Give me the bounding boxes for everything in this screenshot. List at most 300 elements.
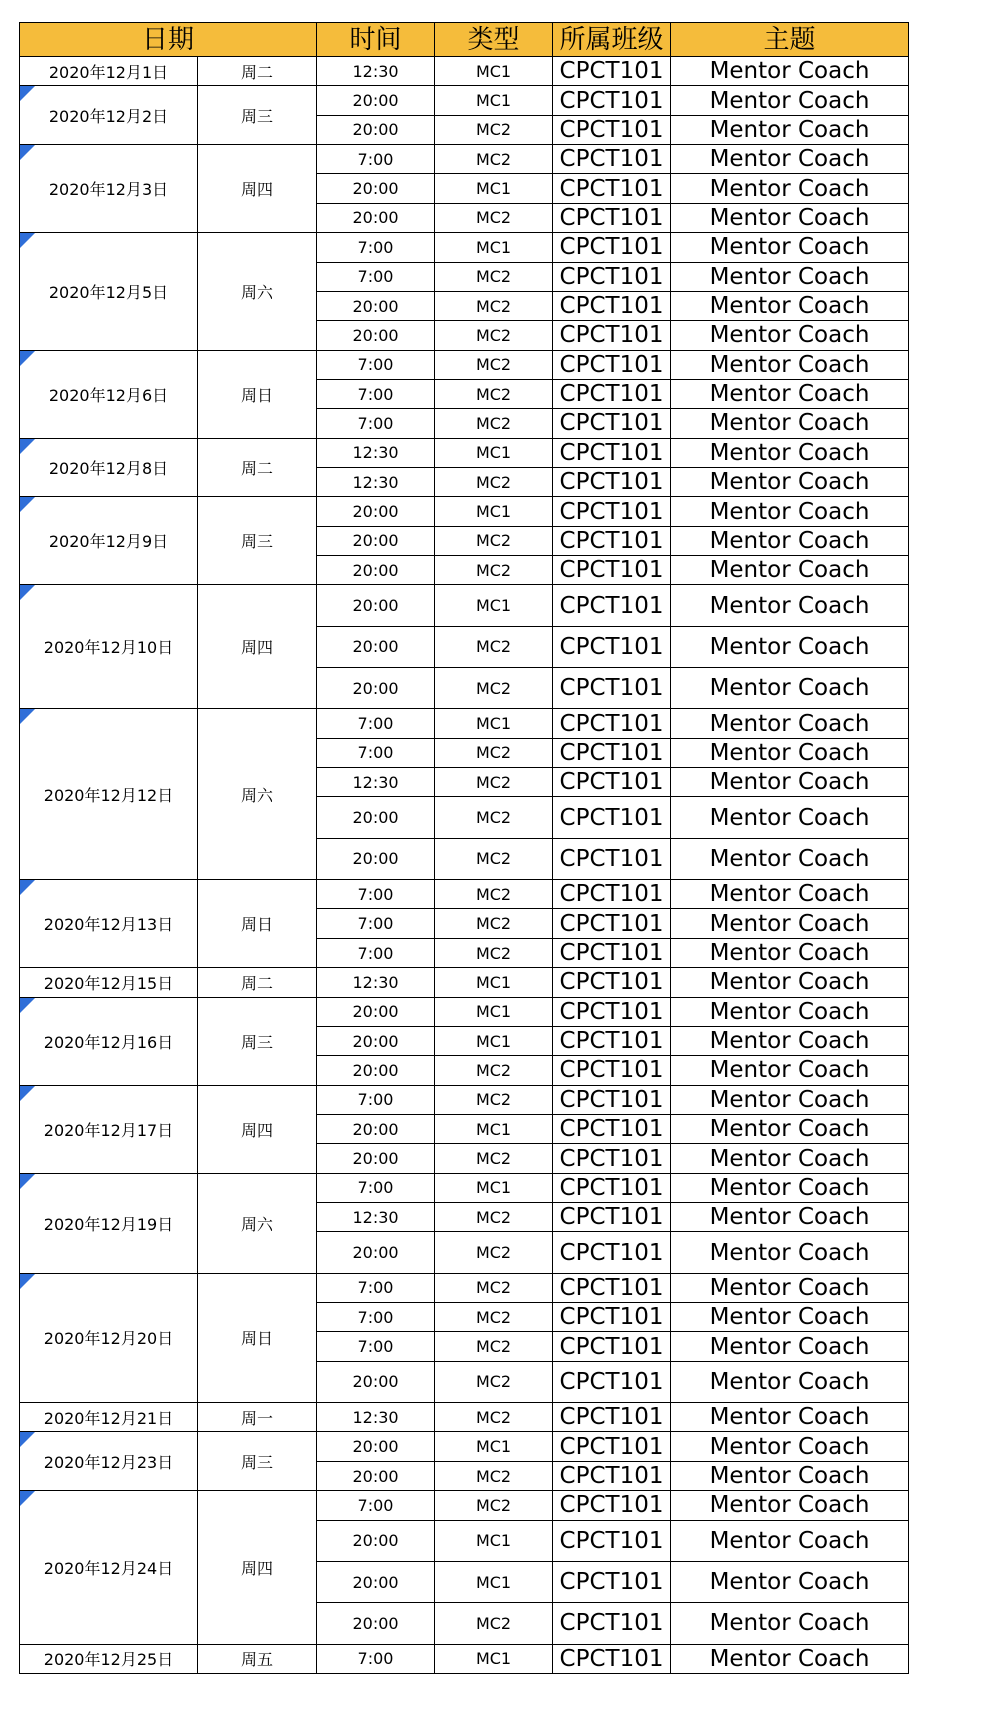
table-row [20, 997, 909, 1026]
class-cell: CPCT101 [553, 409, 671, 438]
table-row [20, 585, 909, 626]
topic-cell: Mentor Coach [671, 968, 909, 997]
date-cell [20, 1173, 198, 1273]
time-cell: 7:00 [317, 1332, 435, 1361]
class-cell: CPCT101 [553, 1561, 671, 1602]
topic-cell: Mentor Coach [671, 468, 909, 497]
class-cell: CPCT101 [553, 1203, 671, 1232]
topic-cell: Mentor Coach [671, 1273, 909, 1302]
time-cell: 20:00 [317, 86, 435, 115]
table-row [20, 1644, 909, 1674]
date-cell [20, 57, 198, 86]
header-type: 类型 [435, 23, 553, 57]
time-cell: 20:00 [317, 797, 435, 838]
time-cell: 20:00 [317, 838, 435, 879]
topic-cell: Mentor Coach [671, 262, 909, 291]
class-cell: CPCT101 [553, 203, 671, 232]
comment-marker-icon [20, 351, 35, 366]
topic-cell: Mentor Coach [671, 1203, 909, 1232]
class-cell: CPCT101 [553, 291, 671, 320]
weekday-cell: 周六 [198, 1173, 317, 1273]
comment-marker-icon [20, 439, 35, 454]
type-cell: MC2 [435, 1491, 553, 1520]
class-cell: CPCT101 [553, 626, 671, 667]
class-cell: CPCT101 [553, 233, 671, 262]
topic-cell: Mentor Coach [671, 497, 909, 526]
type-cell: MC1 [435, 1432, 553, 1461]
weekday-cell: 周日 [198, 350, 317, 438]
weekday-cell: 周日 [198, 880, 317, 968]
weekday-cell: 周二 [198, 438, 317, 497]
time-cell: 20:00 [317, 1144, 435, 1173]
class-cell: CPCT101 [553, 1173, 671, 1202]
type-cell: MC2 [435, 350, 553, 379]
topic-cell: Mentor Coach [671, 1303, 909, 1332]
time-cell: 12:30 [317, 768, 435, 797]
type-cell: MC2 [435, 909, 553, 938]
comment-marker-icon [20, 1086, 35, 1101]
table-row [20, 57, 909, 86]
topic-cell: Mentor Coach [671, 174, 909, 203]
comment-marker-icon [20, 1174, 35, 1189]
weekday-cell: 周三 [198, 997, 317, 1085]
date-text: 2020年12月25日 [43, 1650, 174, 1670]
class-cell: CPCT101 [553, 838, 671, 879]
type-cell: MC2 [435, 115, 553, 144]
type-cell: MC2 [435, 626, 553, 667]
date-cell [20, 233, 198, 350]
topic-cell: Mentor Coach [671, 1603, 909, 1644]
type-cell: MC1 [435, 585, 553, 626]
class-cell: CPCT101 [553, 86, 671, 115]
topic-cell: Mentor Coach [671, 938, 909, 967]
time-cell: 20:00 [317, 585, 435, 626]
topic-cell: Mentor Coach [671, 838, 909, 879]
weekday-cell: 周二 [198, 968, 317, 997]
class-cell: CPCT101 [553, 938, 671, 967]
time-cell: 20:00 [317, 115, 435, 144]
topic-cell: Mentor Coach [671, 145, 909, 174]
header-topic: 主题 [671, 23, 909, 57]
type-cell: MC2 [435, 797, 553, 838]
time-cell: 20:00 [317, 1361, 435, 1402]
time-cell: 7:00 [317, 738, 435, 767]
type-cell: MC2 [435, 556, 553, 585]
topic-cell: Mentor Coach [671, 291, 909, 320]
type-cell: MC2 [435, 838, 553, 879]
type-cell: MC2 [435, 526, 553, 555]
type-cell: MC2 [435, 768, 553, 797]
topic-cell: Mentor Coach [671, 1491, 909, 1520]
type-cell: MC2 [435, 1273, 553, 1302]
date-cell [20, 438, 198, 497]
type-cell: MC2 [435, 1232, 553, 1273]
table-row [20, 86, 909, 115]
weekday-cell: 周四 [198, 145, 317, 233]
time-cell: 7:00 [317, 1303, 435, 1332]
date-text: 2020年12月3日 [48, 180, 169, 200]
time-cell: 20:00 [317, 1432, 435, 1461]
date-text: 2020年12月23日 [43, 1452, 174, 1472]
class-cell: CPCT101 [553, 1403, 671, 1432]
topic-cell: Mentor Coach [671, 738, 909, 767]
topic-cell: Mentor Coach [671, 1056, 909, 1085]
class-cell: CPCT101 [553, 1144, 671, 1173]
class-cell: CPCT101 [553, 668, 671, 709]
type-cell: MC2 [435, 145, 553, 174]
weekday-cell: 周日 [198, 1273, 317, 1402]
type-cell: MC2 [435, 1144, 553, 1173]
topic-cell: Mentor Coach [671, 668, 909, 709]
topic-cell: Mentor Coach [671, 909, 909, 938]
class-cell: CPCT101 [553, 1491, 671, 1520]
date-cell [20, 145, 198, 233]
time-cell: 7:00 [317, 379, 435, 408]
comment-marker-icon [20, 233, 35, 248]
weekday-cell: 周四 [198, 1085, 317, 1173]
class-cell: CPCT101 [553, 797, 671, 838]
date-text: 2020年12月15日 [43, 973, 174, 993]
date-cell [20, 585, 198, 709]
weekday-cell: 周三 [198, 86, 317, 145]
topic-cell: Mentor Coach [671, 1561, 909, 1602]
comment-marker-icon [20, 1491, 35, 1506]
time-cell: 7:00 [317, 262, 435, 291]
time-cell: 7:00 [317, 1491, 435, 1520]
class-cell: CPCT101 [553, 1432, 671, 1461]
table-row [20, 145, 909, 174]
time-cell: 20:00 [317, 668, 435, 709]
time-cell: 7:00 [317, 709, 435, 738]
time-cell: 20:00 [317, 1520, 435, 1561]
table-row [20, 497, 909, 526]
weekday-cell: 周四 [198, 585, 317, 709]
date-text: 2020年12月10日 [43, 638, 174, 658]
time-cell: 20:00 [317, 203, 435, 232]
type-cell: MC1 [435, 709, 553, 738]
topic-cell: Mentor Coach [671, 768, 909, 797]
header-date: 日期 [20, 23, 317, 57]
weekday-cell: 周三 [198, 497, 317, 585]
type-cell: MC2 [435, 1203, 553, 1232]
class-cell: CPCT101 [553, 174, 671, 203]
topic-cell: Mentor Coach [671, 709, 909, 738]
table-row [20, 968, 909, 997]
time-cell: 20:00 [317, 1603, 435, 1644]
date-text: 2020年12月21日 [43, 1408, 174, 1428]
class-cell: CPCT101 [553, 321, 671, 350]
table-row [20, 1173, 909, 1202]
class-cell: CPCT101 [553, 1461, 671, 1490]
topic-cell: Mentor Coach [671, 203, 909, 232]
class-cell: CPCT101 [553, 1232, 671, 1273]
time-cell: 20:00 [317, 997, 435, 1026]
class-cell: CPCT101 [553, 1273, 671, 1302]
topic-cell: Mentor Coach [671, 1144, 909, 1173]
class-cell: CPCT101 [553, 1056, 671, 1085]
class-cell: CPCT101 [553, 997, 671, 1026]
type-cell: MC1 [435, 968, 553, 997]
type-cell: MC2 [435, 938, 553, 967]
type-cell: MC2 [435, 1056, 553, 1085]
date-text: 2020年12月20日 [43, 1329, 174, 1349]
comment-marker-icon [20, 709, 35, 724]
header-class: 所属班级 [553, 23, 671, 57]
type-cell: MC1 [435, 438, 553, 467]
time-cell: 7:00 [317, 145, 435, 174]
time-cell: 7:00 [317, 1644, 435, 1674]
type-cell: MC1 [435, 1026, 553, 1055]
time-cell: 7:00 [317, 909, 435, 938]
comment-marker-icon [20, 1432, 35, 1447]
weekday-cell: 周五 [198, 1644, 317, 1674]
date-cell [20, 497, 198, 585]
topic-cell: Mentor Coach [671, 526, 909, 555]
class-cell: CPCT101 [553, 1026, 671, 1055]
class-cell: CPCT101 [553, 57, 671, 86]
date-cell [20, 1432, 198, 1491]
time-cell: 7:00 [317, 409, 435, 438]
weekday-cell: 周二 [198, 57, 317, 86]
date-cell [20, 709, 198, 880]
class-cell: CPCT101 [553, 438, 671, 467]
topic-cell: Mentor Coach [671, 57, 909, 86]
type-cell: MC1 [435, 233, 553, 262]
date-cell [20, 1085, 198, 1173]
comment-marker-icon [20, 1274, 35, 1289]
topic-cell: Mentor Coach [671, 1332, 909, 1361]
time-cell: 12:30 [317, 57, 435, 86]
topic-cell: Mentor Coach [671, 350, 909, 379]
class-cell: CPCT101 [553, 1644, 671, 1674]
table-row [20, 233, 909, 262]
class-cell: CPCT101 [553, 1085, 671, 1114]
class-cell: CPCT101 [553, 1603, 671, 1644]
type-cell: MC2 [435, 291, 553, 320]
time-cell: 20:00 [317, 1461, 435, 1490]
time-cell: 7:00 [317, 1173, 435, 1202]
time-cell: 20:00 [317, 1561, 435, 1602]
type-cell: MC1 [435, 497, 553, 526]
date-cell [20, 1403, 198, 1432]
schedule-table [19, 22, 909, 1674]
date-cell [20, 86, 198, 145]
time-cell: 20:00 [317, 1114, 435, 1143]
class-cell: CPCT101 [553, 556, 671, 585]
weekday-cell: 周四 [198, 1491, 317, 1644]
weekday-cell: 周一 [198, 1403, 317, 1432]
date-text: 2020年12月17日 [43, 1120, 174, 1140]
comment-marker-icon [20, 585, 35, 600]
type-cell: MC2 [435, 1332, 553, 1361]
type-cell: MC2 [435, 409, 553, 438]
date-cell [20, 968, 198, 997]
table-row [20, 1403, 909, 1432]
table-row [20, 1432, 909, 1461]
type-cell: MC2 [435, 1361, 553, 1402]
date-text: 2020年12月8日 [48, 459, 169, 479]
topic-cell: Mentor Coach [671, 1232, 909, 1273]
topic-cell: Mentor Coach [671, 409, 909, 438]
topic-cell: Mentor Coach [671, 438, 909, 467]
class-cell: CPCT101 [553, 1332, 671, 1361]
table-row [20, 709, 909, 738]
header-time: 时间 [317, 23, 435, 57]
table-row [20, 880, 909, 909]
time-cell: 20:00 [317, 291, 435, 320]
time-cell: 20:00 [317, 174, 435, 203]
class-cell: CPCT101 [553, 768, 671, 797]
class-cell: CPCT101 [553, 379, 671, 408]
class-cell: CPCT101 [553, 585, 671, 626]
weekday-cell: 周三 [198, 1432, 317, 1491]
topic-cell: Mentor Coach [671, 997, 909, 1026]
comment-marker-icon [20, 145, 35, 160]
date-cell [20, 997, 198, 1085]
table-row [20, 1273, 909, 1302]
class-cell: CPCT101 [553, 1303, 671, 1332]
date-text: 2020年12月12日 [43, 785, 174, 805]
table-header [20, 23, 909, 57]
type-cell: MC2 [435, 1085, 553, 1114]
comment-marker-icon [20, 880, 35, 895]
time-cell: 12:30 [317, 968, 435, 997]
topic-cell: Mentor Coach [671, 797, 909, 838]
type-cell: MC2 [435, 468, 553, 497]
weekday-cell: 周六 [198, 709, 317, 880]
class-cell: CPCT101 [553, 262, 671, 291]
type-cell: MC2 [435, 379, 553, 408]
time-cell: 7:00 [317, 1273, 435, 1302]
class-cell: CPCT101 [553, 738, 671, 767]
date-cell [20, 350, 198, 438]
topic-cell: Mentor Coach [671, 1173, 909, 1202]
topic-cell: Mentor Coach [671, 1520, 909, 1561]
date-text: 2020年12月6日 [48, 385, 169, 405]
date-text: 2020年12月2日 [48, 106, 169, 126]
date-text: 2020年12月16日 [43, 1032, 174, 1052]
type-cell: MC1 [435, 57, 553, 86]
type-cell: MC1 [435, 1173, 553, 1202]
class-cell: CPCT101 [553, 1114, 671, 1143]
time-cell: 7:00 [317, 1085, 435, 1114]
type-cell: MC2 [435, 262, 553, 291]
class-cell: CPCT101 [553, 526, 671, 555]
topic-cell: Mentor Coach [671, 1403, 909, 1432]
table-row [20, 1491, 909, 1520]
comment-marker-icon [20, 998, 35, 1013]
type-cell: MC2 [435, 1461, 553, 1490]
date-text: 2020年12月9日 [48, 532, 169, 552]
topic-cell: Mentor Coach [671, 1461, 909, 1490]
date-text: 2020年12月1日 [48, 62, 169, 82]
type-cell: MC2 [435, 668, 553, 709]
topic-cell: Mentor Coach [671, 626, 909, 667]
class-cell: CPCT101 [553, 880, 671, 909]
comment-marker-icon [20, 86, 35, 101]
time-cell: 20:00 [317, 1026, 435, 1055]
topic-cell: Mentor Coach [671, 1085, 909, 1114]
topic-cell: Mentor Coach [671, 1361, 909, 1402]
class-cell: CPCT101 [553, 1520, 671, 1561]
table-row [20, 350, 909, 379]
time-cell: 20:00 [317, 497, 435, 526]
type-cell: MC1 [435, 1520, 553, 1561]
topic-cell: Mentor Coach [671, 1114, 909, 1143]
time-cell: 20:00 [317, 556, 435, 585]
class-cell: CPCT101 [553, 909, 671, 938]
date-text: 2020年12月19日 [43, 1214, 174, 1234]
time-cell: 20:00 [317, 321, 435, 350]
type-cell: MC2 [435, 738, 553, 767]
topic-cell: Mentor Coach [671, 233, 909, 262]
class-cell: CPCT101 [553, 968, 671, 997]
time-cell: 7:00 [317, 350, 435, 379]
class-cell: CPCT101 [553, 709, 671, 738]
comment-marker-icon [20, 497, 35, 512]
class-cell: CPCT101 [553, 1361, 671, 1402]
time-cell: 12:30 [317, 1403, 435, 1432]
type-cell: MC1 [435, 1644, 553, 1674]
topic-cell: Mentor Coach [671, 556, 909, 585]
type-cell: MC2 [435, 321, 553, 350]
type-cell: MC1 [435, 86, 553, 115]
class-cell: CPCT101 [553, 497, 671, 526]
type-cell: MC2 [435, 880, 553, 909]
time-cell: 12:30 [317, 1203, 435, 1232]
class-cell: CPCT101 [553, 145, 671, 174]
type-cell: MC1 [435, 1561, 553, 1602]
type-cell: MC2 [435, 1303, 553, 1332]
topic-cell: Mentor Coach [671, 880, 909, 909]
date-text: 2020年12月13日 [43, 915, 174, 935]
topic-cell: Mentor Coach [671, 1432, 909, 1461]
class-cell: CPCT101 [553, 115, 671, 144]
time-cell: 20:00 [317, 626, 435, 667]
time-cell: 12:30 [317, 468, 435, 497]
table-row [20, 438, 909, 467]
date-text: 2020年12月24日 [43, 1558, 174, 1578]
topic-cell: Mentor Coach [671, 585, 909, 626]
time-cell: 7:00 [317, 880, 435, 909]
date-cell [20, 1273, 198, 1402]
type-cell: MC1 [435, 174, 553, 203]
weekday-cell: 周六 [198, 233, 317, 350]
topic-cell: Mentor Coach [671, 379, 909, 408]
date-cell [20, 880, 198, 968]
topic-cell: Mentor Coach [671, 86, 909, 115]
table-body [20, 57, 909, 1674]
date-cell [20, 1644, 198, 1674]
time-cell: 12:30 [317, 438, 435, 467]
type-cell: MC1 [435, 997, 553, 1026]
type-cell: MC1 [435, 1114, 553, 1143]
type-cell: MC2 [435, 1403, 553, 1432]
date-text: 2020年12月5日 [48, 282, 169, 302]
time-cell: 7:00 [317, 233, 435, 262]
time-cell: 20:00 [317, 1232, 435, 1273]
topic-cell: Mentor Coach [671, 321, 909, 350]
time-cell: 20:00 [317, 1056, 435, 1085]
date-cell [20, 1491, 198, 1644]
time-cell: 20:00 [317, 526, 435, 555]
topic-cell: Mentor Coach [671, 1026, 909, 1055]
topic-cell: Mentor Coach [671, 115, 909, 144]
type-cell: MC2 [435, 1603, 553, 1644]
class-cell: CPCT101 [553, 350, 671, 379]
table-row [20, 1085, 909, 1114]
class-cell: CPCT101 [553, 468, 671, 497]
